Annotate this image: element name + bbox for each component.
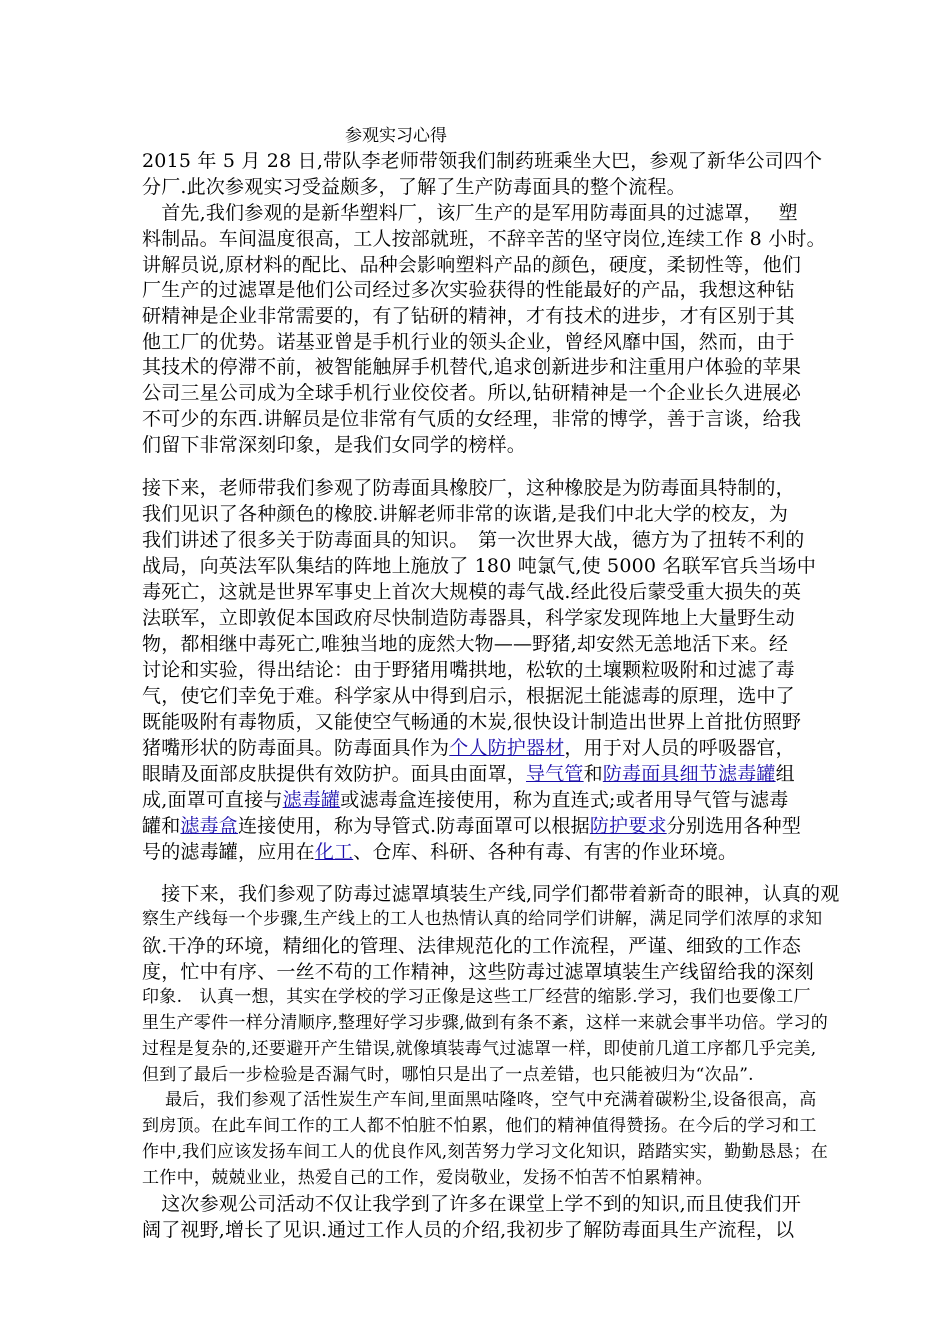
text-line <box>142 382 801 404</box>
hyperlink[interactable]: 化工 <box>314 841 354 863</box>
text-line <box>142 711 801 733</box>
text-line <box>142 581 801 603</box>
text-run: 号的滤毒罐，应用在 <box>142 841 315 863</box>
text-run: 但到了最后一步检验是否漏气时，哪怕只是出了一点差错，也只能被归为“次品”. <box>142 1065 754 1085</box>
text-run: 最后，我们参观了活性炭生产车间,里面黑咕隆咚，空气中充满着碳粉尘,设备很高，高 <box>142 1090 817 1110</box>
text-line <box>142 176 686 198</box>
text-line <box>142 987 811 1007</box>
text-run: 不可少的东西.讲解员是位非常有气质的女经理，非常的博学，善于言谈，给我 <box>142 408 802 430</box>
text-run: 既能吸附有毒物质，又能使空气畅通的木炭,很快设计制造出世界上首批仿照野 <box>142 711 802 733</box>
text-run: 和 <box>583 763 603 785</box>
text-line <box>142 737 795 759</box>
text-run: 我们讲述了很多关于防毒面具的知识。 第一次世界大战，德方为了扭转不利的 <box>142 529 805 551</box>
text-line <box>142 202 798 224</box>
text-line <box>142 150 822 172</box>
text-run: 、仓库、科研、各种有毒、有害的作业环境。 <box>353 841 738 863</box>
text-run: ，用于对人员的呼吸器官， <box>564 737 795 759</box>
text-line <box>142 883 839 905</box>
text-run: 组 <box>775 763 795 785</box>
text-line <box>142 1219 794 1241</box>
text-run: 首先,我们参观的是新华塑料厂，该厂生产的是军用防毒面具的过滤罩， 塑 <box>142 202 798 224</box>
text-run: 作中,我们应该发扬车间工人的优良作风,刻苦努力学习文化知识，踏踏实实，勤勤恳恳；在 <box>142 1142 829 1162</box>
text-run: 讨论和实验，得出结论：由于野猪用嘴拱地，松软的土壤颗粒吸附和过滤了毒 <box>142 659 795 681</box>
text-line <box>142 356 801 378</box>
text-run: 度，忙中有序、一丝不苟的工作精神，这些防毒过滤罩填装生产线留给我的深刻 <box>142 961 815 983</box>
text-run: 阔了视野,增长了见识.通过工作人员的介绍,我初步了解防毒面具生产流程，以 <box>142 1219 795 1241</box>
text-line <box>142 909 822 929</box>
text-line <box>142 529 805 551</box>
hyperlink[interactable]: 滤毒罐 <box>282 789 341 811</box>
document-title: 参观实习心得 <box>345 126 447 146</box>
text-run: 过程是复杂的,还要避开产生错误,就像填装毒气过滤罩一样，即使前几道工序都几乎完美, <box>142 1039 817 1059</box>
text-line <box>142 279 795 301</box>
text-line <box>142 1065 754 1085</box>
text-line <box>142 254 801 276</box>
text-run: 分厂.此次参观实习受益颇多，了解了生产防毒面具的整个流程。 <box>142 176 686 198</box>
text-line <box>142 477 795 499</box>
text-run: 罐和 <box>142 815 181 837</box>
text-line <box>142 789 788 811</box>
text-run: 公司三星公司成为全球手机行业佼佼者。所以,钻研精神是一个企业长久进展必 <box>142 382 802 404</box>
text-run: 我们见识了各种颜色的橡胶.讲解老师非常的诙谐,是我们中北大学的校友，为 <box>142 503 789 525</box>
text-run: 气，使它们幸免于难。科学家从中得到启示，根据泥土能滤毒的原理，选中了 <box>142 685 795 707</box>
text-line <box>142 1193 801 1215</box>
hyperlink[interactable]: 个人防护器材 <box>449 737 565 759</box>
text-line <box>142 1013 828 1033</box>
text-run: 印象. 认真一想，其实在学校的学习正像是这些工厂经营的缩影.学习，我们也要像工厂 <box>142 987 811 1007</box>
text-run: 2015 年 5 月 28 日,带队李老师带领我们制药班乘坐大巴，参观了新华公司四个 <box>142 150 823 172</box>
text-run: 料制品。车间温度很高，工人按部就班，不辞辛苦的坚守岗位,连续工作 8 小时。 <box>142 228 826 250</box>
hyperlink[interactable]: 防护要求 <box>589 815 667 837</box>
text-run: 工作中，兢兢业业，热爱自己的工作，爱岗敬业，发扬不怕苦不怕累精神。 <box>142 1168 713 1188</box>
text-line <box>142 685 795 707</box>
text-run: 到房顶。在此车间工作的工人都不怕脏不怕累，他们的精神值得赞扬。在今后的学习和工 <box>142 1116 817 1136</box>
text-run: 毒死亡，这就是世界军事史上首次大规模的毒气战.经此役后蒙受重大损失的英 <box>142 581 802 603</box>
text-run: 们留下非常深刻印象，是我们女同学的榜样。 <box>142 434 527 456</box>
text-run: 其技术的停滞不前，被智能触屏手机替代,追求创新进步和注重用户体验的苹果 <box>142 356 802 378</box>
text-run: 他工厂的优势。诺基亚曾是手机行业的领头企业，曾经风靡中国，然而，由于 <box>142 331 795 353</box>
text-line <box>142 331 795 353</box>
text-run: 分别选用各种型 <box>666 815 802 837</box>
text-line <box>142 1116 817 1136</box>
text-run: 研精神是企业非常需要的，有了钻研的精神，才有技术的进步，才有区别于其 <box>142 305 795 327</box>
text-run: 法联军，立即敦促本国政府尽快制造防毒器具，科学家发现阵地上大量野生动 <box>142 607 795 629</box>
text-run: 讲解员说,原材料的配比、品种会影响塑料产品的颜色，硬度，柔韧性等，他们 <box>142 254 802 276</box>
text-run: 物，都相继中毒死亡,唯独当地的庞然大物——野猪,却安然无恙地活下来。经 <box>142 633 789 655</box>
text-run: 成,面罩可直接与 <box>142 789 283 811</box>
text-line <box>142 1168 713 1188</box>
hyperlink[interactable]: 滤毒盒 <box>180 815 239 837</box>
text-line <box>142 815 801 837</box>
hyperlink[interactable]: 导气管 <box>526 763 584 785</box>
text-line <box>142 434 526 456</box>
text-run: 战局，向英法军队集结的阵地上施放了 180 吨氯气,使 5000 名联军官兵当场中 <box>142 555 817 577</box>
text-line <box>142 961 814 983</box>
text-run: 厂生产的过滤罩是他们公司经过多次实验获得的性能最好的产品，我想这种钻 <box>142 279 795 301</box>
text-line <box>142 408 801 430</box>
text-line <box>142 607 795 629</box>
text-line <box>142 1142 828 1162</box>
text-line <box>142 1090 817 1110</box>
text-line <box>142 555 816 577</box>
text-line <box>142 659 795 681</box>
text-run: 这次参观公司活动不仅让我学到了许多在课堂上学不到的知识,而且使我们开 <box>142 1193 802 1215</box>
text-run: 里生产零件一样分清顺序,整理好学习步骤,做到有条不紊，这样一来就会事半功倍。学习的 <box>142 1013 829 1033</box>
text-line <box>142 503 788 525</box>
text-line <box>142 228 826 250</box>
text-line <box>142 305 795 327</box>
hyperlink[interactable]: 防毒面具细节滤毒罐 <box>602 763 776 785</box>
text-line <box>142 633 788 655</box>
text-run: 欲.干净的环境，精细化的管理、法律规范化的工作流程，严谨、细致的工作态 <box>142 935 802 957</box>
text-run: 接下来，老师带我们参观了防毒面具橡胶厂，这种橡胶是为防毒面具特制的， <box>142 477 795 499</box>
text-run: 猪嘴形状的防毒面具。防毒面具作为 <box>142 737 450 759</box>
text-run: 连接使用，称为导管式.防毒面罩可以根据 <box>238 815 590 837</box>
text-run: 或滤毒盒连接使用，称为直连式;或者用导气管与滤毒 <box>340 789 789 811</box>
text-line <box>142 935 801 957</box>
text-run: 接下来，我们参观了防毒过滤罩填装生产线,同学们都带着新奇的眼神，认真的观 <box>142 883 840 905</box>
text-run: 眼睛及面部皮肤提供有效防护。面具由面罩， <box>142 763 527 785</box>
text-line <box>142 763 795 785</box>
text-run: 察生产线每一个步骤,生产线上的工人也热情认真的给同学们讲解，满足同学们浓厚的求知 <box>142 909 823 929</box>
text-line <box>142 1039 817 1059</box>
text-line <box>142 841 737 863</box>
